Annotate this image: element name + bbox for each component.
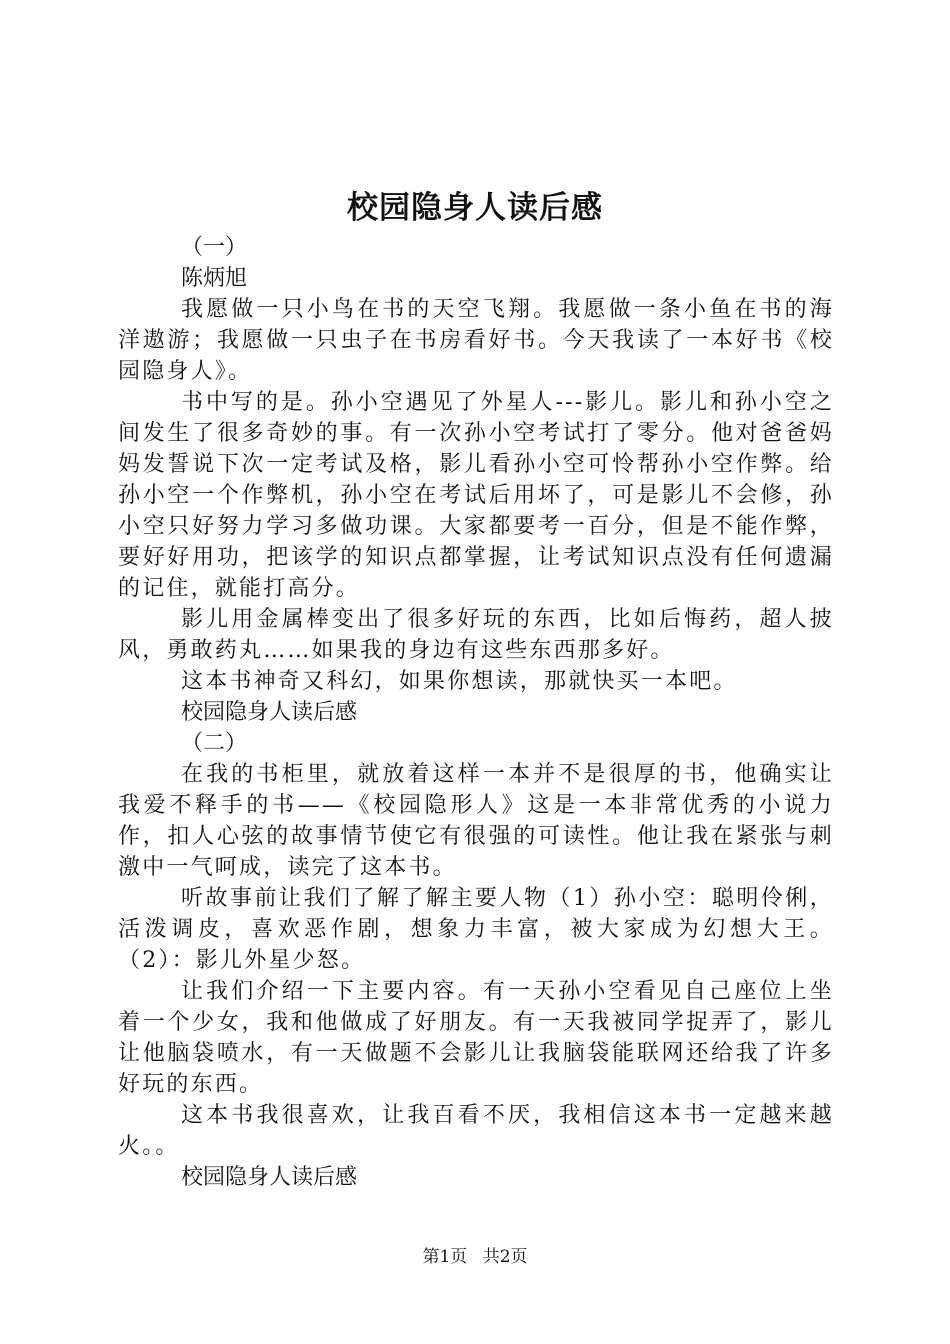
paragraph: 让我们介绍一下主要内容。有一天孙小空看见自己座位上坐着一个少女，我和他做成了好朋友。有一天我被同学捉弄了，影儿让他脑袋喷水，有一天做题不会影儿让我脑袋能联网还给我了许多好玩的东西。 xyxy=(118,979,834,1097)
document-title: 校园隐身人读后感 xyxy=(347,190,603,226)
page-total: 共2页 xyxy=(482,1247,528,1267)
page-footer xyxy=(0,1245,950,1269)
paragraph: 在我的书柜里，就放着这样一本并不是很厚的书，他确实让我爱不释手的书——《校园隐形人》这是一本非常优秀的小说力作，扣人心弦的故事情节使它有很强的可读性。他让我在紧张与刺激中一气呵成，读完了这本书。 xyxy=(118,762,834,880)
author-name: 陈炳旭 xyxy=(181,266,248,291)
section-number: （二） xyxy=(181,731,248,756)
section-closing-title: 校园隐身人读后感 xyxy=(181,700,358,725)
paragraph: 这本书我很喜欢，让我百看不厌，我相信这本书一定越来越火。。 xyxy=(118,1103,834,1159)
paragraph: 我愿做一只小鸟在书的天空飞翔。我愿做一条小鱼在书的海洋遨游；我愿做一只虫子在书房看好书。今天我读了一本好书《校园隐身人》。 xyxy=(118,297,834,384)
page-number: 第1页 xyxy=(422,1247,468,1267)
document-body xyxy=(118,232,834,1193)
paragraph: 影儿用金属棒变出了很多好玩的东西，比如后悔药，超人披风，勇敢药丸……如果我的身边有这些东西那多好。 xyxy=(118,607,834,663)
paragraph: 书中写的是。孙小空遇见了外星人---影儿。影儿和孙小空之间发生了很多奇妙的事。有一次孙小空考试打了零分。他对爸爸妈妈发誓说下次一定考试及格，影儿看孙小空可怜帮孙小空作弊。给孙小空一个作弊机，孙小空在考试后用坏了，可是影儿不会修，孙小空只好努力学习多做功课。大家都要考一百分，但是不能作弊，要好好用功，把该学的知识点都掌握，让考试知识点没有任何遗漏的记住，就能打高分。 xyxy=(118,390,834,601)
paragraph: 听故事前让我们了解了解主要人物（1）孙小空：聪明伶俐，活泼调皮，喜欢恶作剧，想象力丰富，被大家成为幻想大王。（2）：影儿外星少怒。 xyxy=(118,886,834,973)
section-closing-title: 校园隐身人读后感 xyxy=(181,1165,358,1190)
paragraph: 这本书神奇又科幻，如果你想读，那就快买一本吧。 xyxy=(181,669,738,694)
section-number: （一） xyxy=(181,235,248,260)
